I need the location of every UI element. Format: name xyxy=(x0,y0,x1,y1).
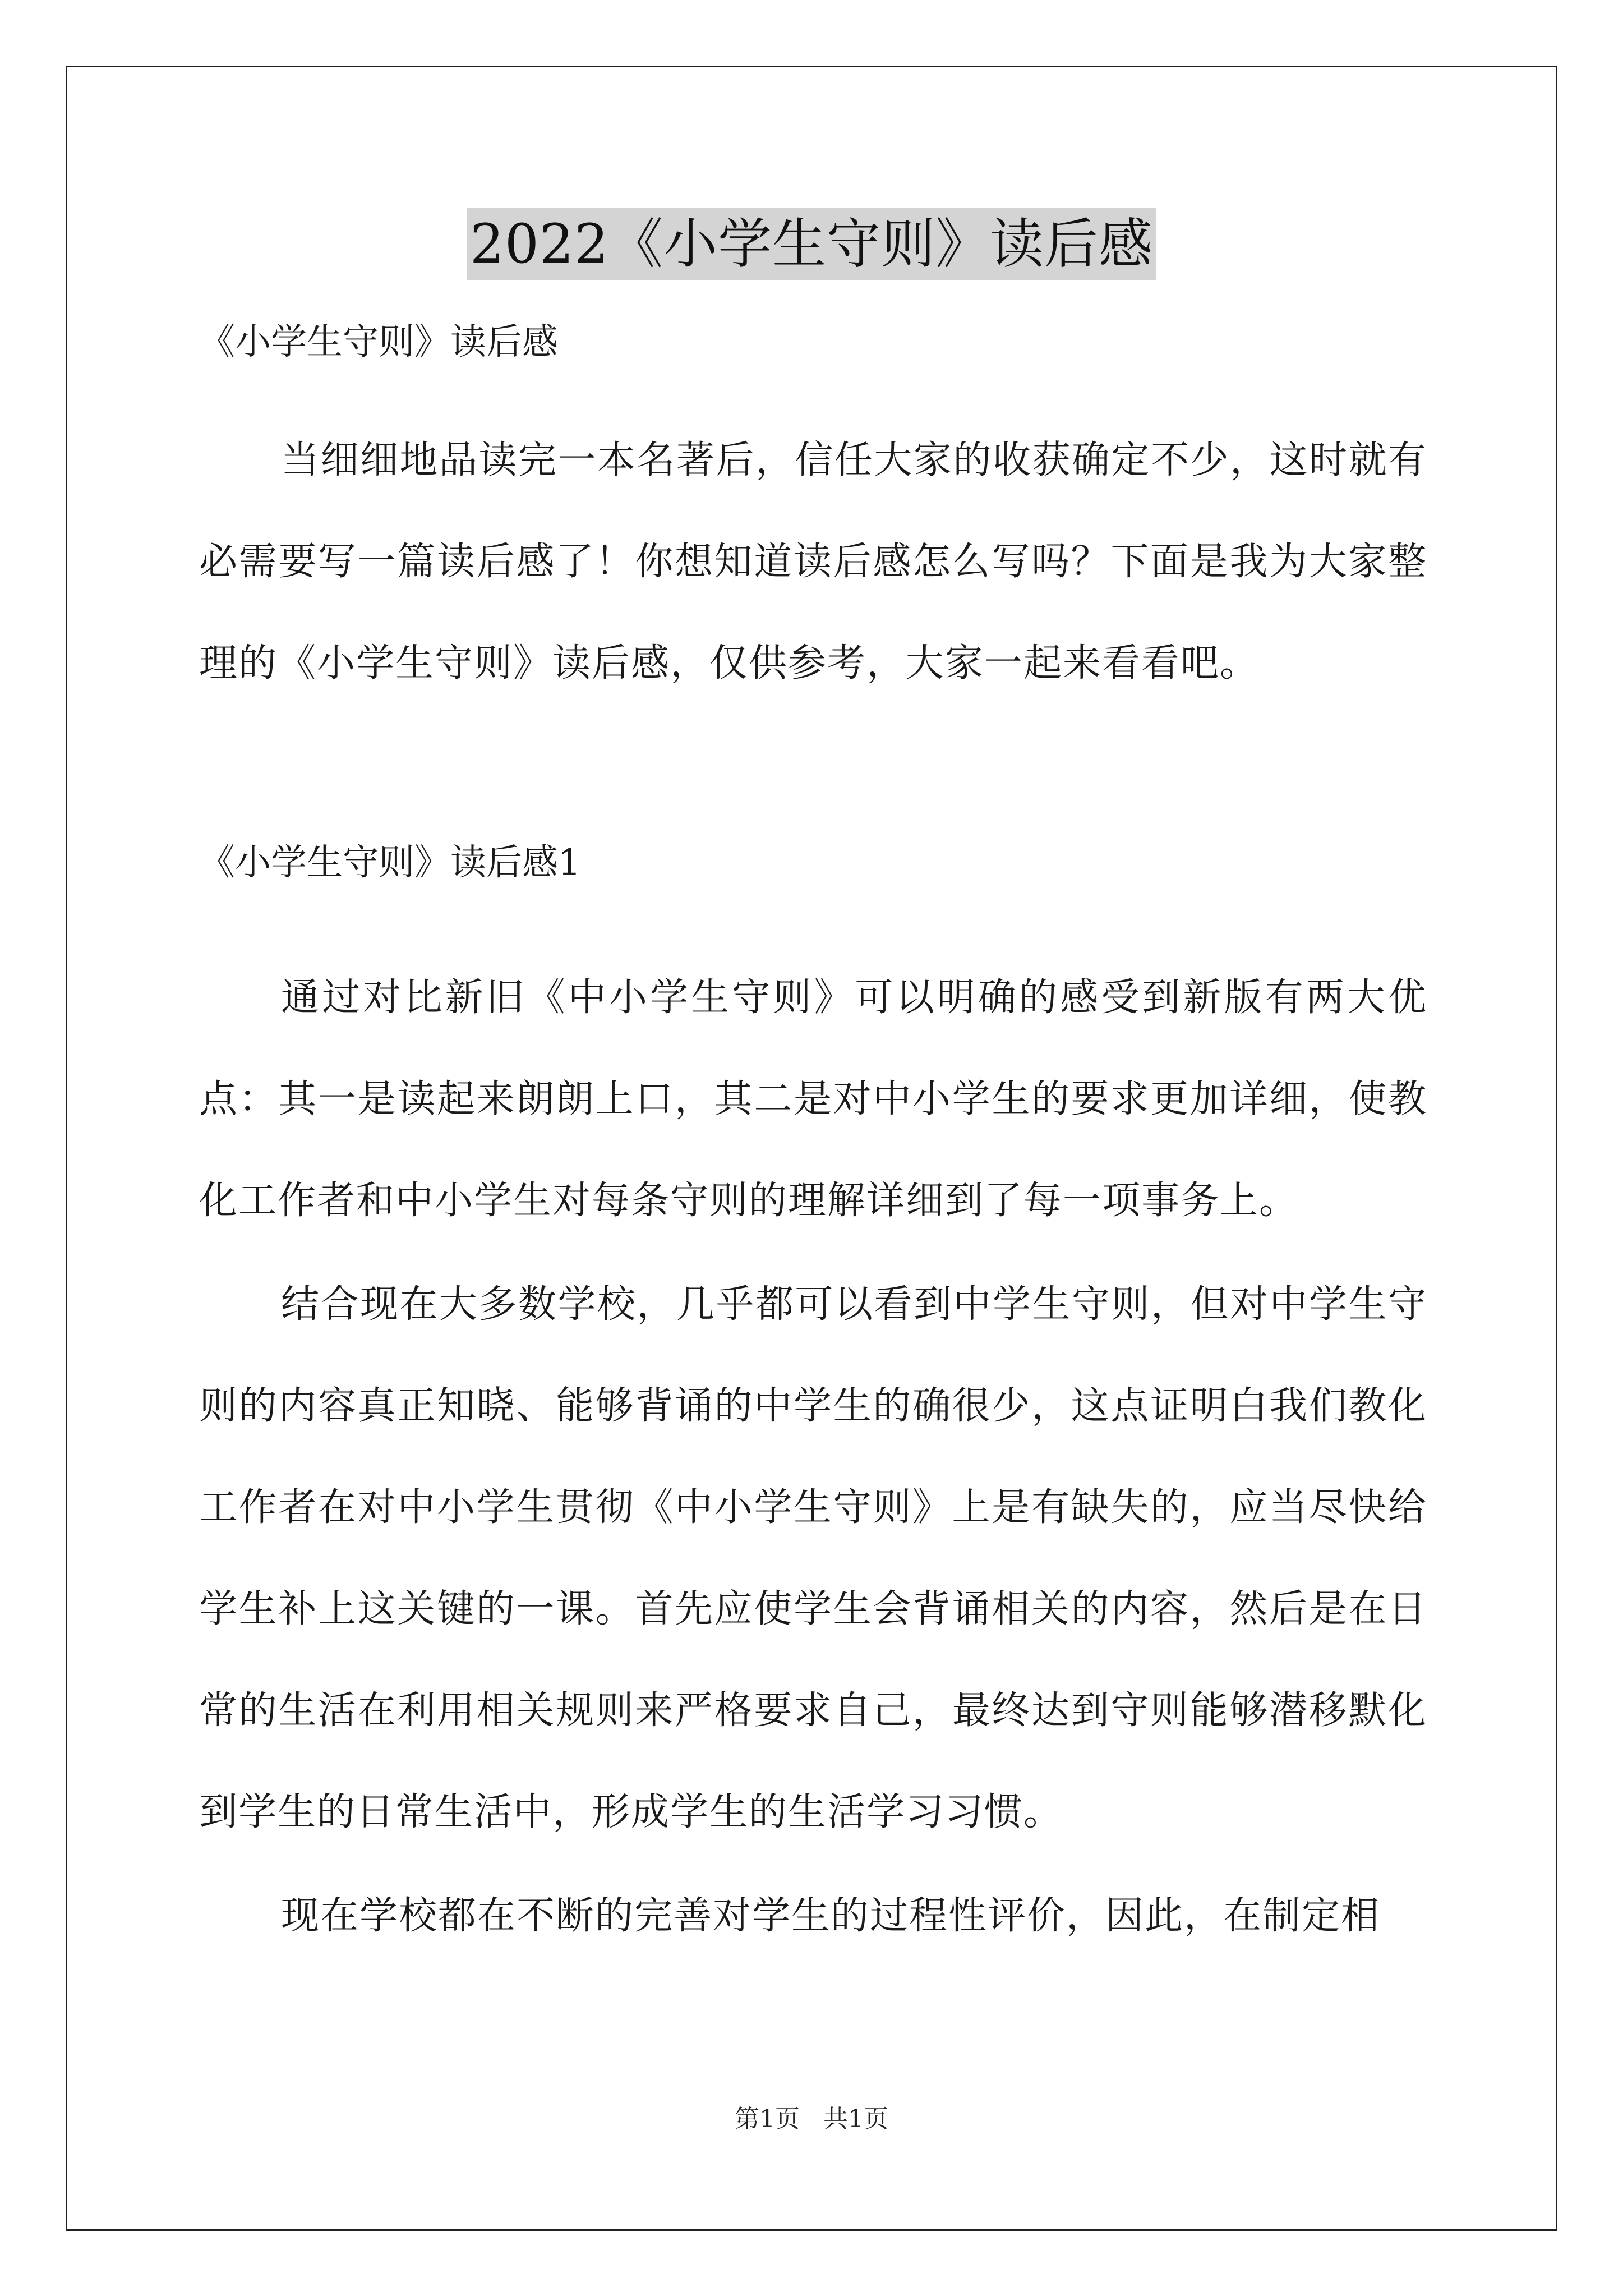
page-number: 第1页 xyxy=(735,2105,800,2133)
body-paragraph-2: 结合现在大多数学校，几乎都可以看到中学生守则，但对中学生守则的内容真正知晓、能够背诵的中学生的确很少，这点证明白我们教化工作者在对中小学生贯彻《中小学生守则》上是有缺失的，应当尽快给学生补上这关键的一课。首先应使学生会背诵相关的内容，然后是在日常的生活在利用相关规则来严格要求自己，最终达到守则能够潜移默化到学生的日常生活中，形成学生的生活学习习惯。 xyxy=(199,1282,1427,1834)
title-container xyxy=(0,208,1623,280)
page-total: 共1页 xyxy=(823,2105,888,2133)
subheading: 《小学生守则》读后感 xyxy=(199,321,558,363)
document-title: 2022《小学生守则》读后感 xyxy=(467,208,1156,280)
page-footer xyxy=(0,2102,1623,2136)
section-heading: 《小学生守则》读后感1 xyxy=(199,842,581,884)
body-paragraph-1: 通过对比新旧《中小学生守则》可以明确的感受到新版有两大优点：其一是读起来朗朗上口，其二是对中小学生的要求更加详细，使教化工作者和中小学生对每条守则的理解详细到了每一项事务上。 xyxy=(199,976,1427,1223)
intro-paragraph: 当细细地品读完一本名著后，信任大家的收获确定不少，这时就有必需要写一篇读后感了！你想知道读后感怎么写吗？下面是我为大家整理的《小学生守则》读后感，仅供参考，大家一起来看看吧。 xyxy=(199,438,1427,685)
body-paragraph-3: 现在学校都在不断的完善对学生的过程性评价，因此，在制定相 xyxy=(281,1894,1381,1938)
document-body xyxy=(199,314,1427,1967)
